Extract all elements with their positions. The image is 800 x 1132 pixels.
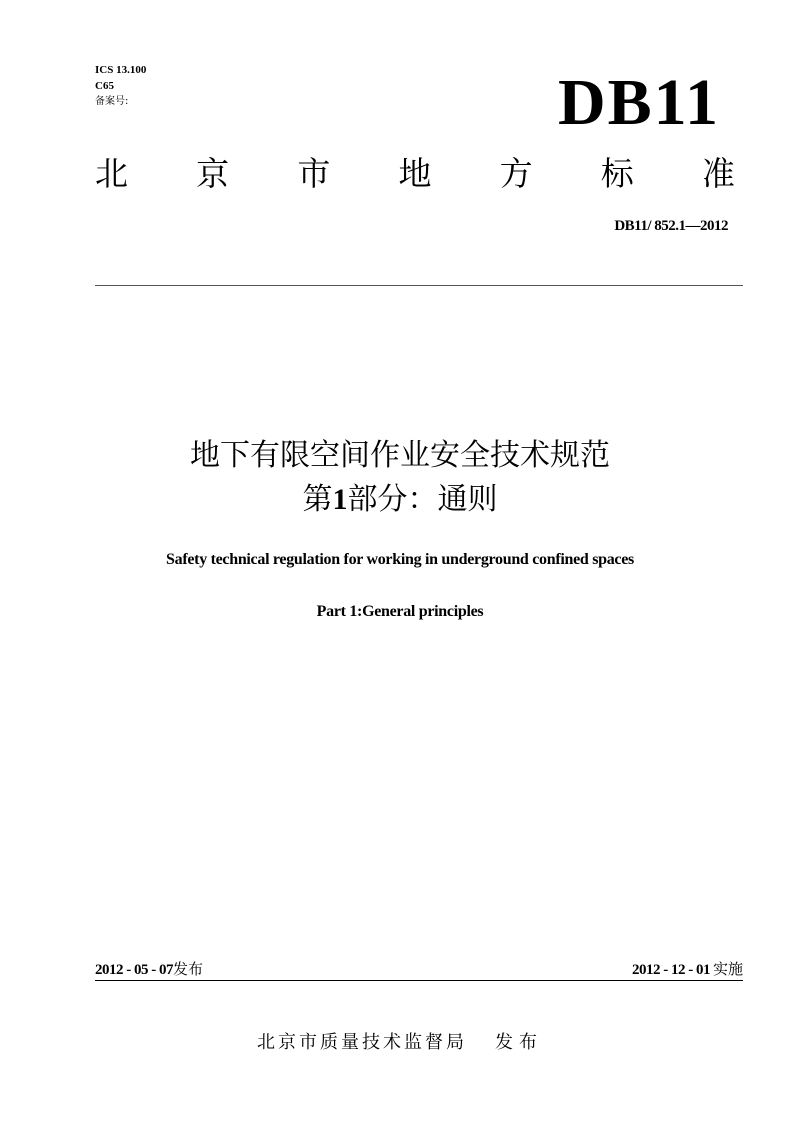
- ics-code: ICS 13.100: [95, 64, 147, 76]
- publish-label: 发布: [173, 960, 204, 978]
- title-char: 地: [398, 154, 432, 193]
- issuer-org: 北京市质量技术监督局: [257, 1032, 467, 1053]
- db11-logo: DB11: [557, 66, 720, 139]
- subtitle-prefix: 第: [302, 482, 333, 517]
- effective-date: [632, 958, 743, 981]
- issuer-action: 发布: [495, 1032, 543, 1053]
- issuer: [0, 1030, 800, 1056]
- part-number: 1: [332, 483, 348, 516]
- effective-label: 实施: [712, 960, 743, 978]
- title-char: 京: [196, 154, 230, 193]
- title-char: 市: [297, 154, 331, 193]
- document-title-en: Safety technical regulation for working in underground confined spaces: [166, 551, 634, 568]
- ccs-code: C65: [95, 80, 114, 92]
- title-char: 北: [95, 154, 128, 193]
- title-char: 方: [499, 154, 533, 193]
- standard-number: DB11/ 852.1—2012: [614, 218, 728, 234]
- title-char: 准: [701, 154, 735, 193]
- effective-date-value: 2012 - 12 - 01: [631, 962, 710, 978]
- document-subtitle-en: Part 1:General principles: [316, 603, 484, 620]
- date-row: [95, 958, 743, 981]
- filing-number-label: 备案号:: [95, 96, 129, 107]
- subtitle-suffix: 部分：通则: [347, 482, 498, 517]
- document-title-cn: 地下有限空间作业安全技术规范: [190, 438, 610, 473]
- standard-category-title: [95, 152, 735, 196]
- document-subtitle-cn: [0, 480, 800, 520]
- header-divider: [95, 285, 743, 286]
- publish-date: [95, 958, 203, 981]
- publish-date-value: 2012 - 05 - 07: [95, 962, 173, 978]
- title-char: 标: [600, 154, 634, 193]
